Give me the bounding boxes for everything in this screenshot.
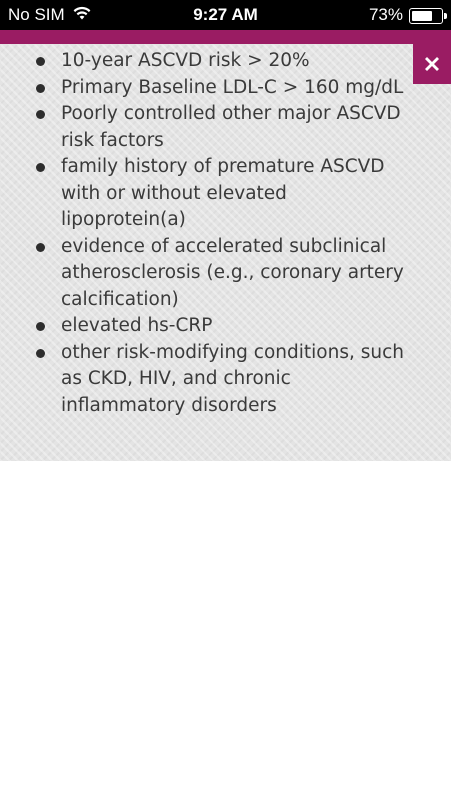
accent-bar bbox=[0, 30, 451, 44]
risk-factor-item: other risk-modifying conditions, such as CKD, HIV, and chronic inflammatory disorders bbox=[30, 340, 410, 420]
status-time: 9:27 AM bbox=[193, 5, 258, 24]
close-button[interactable] bbox=[413, 44, 451, 84]
battery-icon bbox=[409, 8, 443, 24]
carrier-label: No SIM bbox=[8, 5, 65, 24]
risk-factor-item: Poorly controlled other major ASCVD risk factors bbox=[30, 101, 410, 154]
risk-factors-list bbox=[30, 48, 410, 419]
risk-factor-item: family history of premature ASCVD with or without elevated lipoprotein(a) bbox=[30, 154, 410, 234]
risk-factor-item: elevated hs-CRP bbox=[30, 313, 410, 340]
risk-factor-item: evidence of accelerated subclinical atherosclerosis (e.g., coronary artery calcification) bbox=[30, 234, 410, 314]
close-icon bbox=[424, 56, 440, 72]
battery-percent: 73% bbox=[368, 5, 403, 24]
risk-factor-item: Primary Baseline LDL-C > 160 mg/dL bbox=[30, 75, 410, 102]
status-right bbox=[369, 5, 443, 25]
risk-factor-item: 10-year ASCVD risk > 20% bbox=[30, 48, 410, 75]
battery-level bbox=[412, 11, 432, 21]
status-bar bbox=[0, 0, 451, 30]
